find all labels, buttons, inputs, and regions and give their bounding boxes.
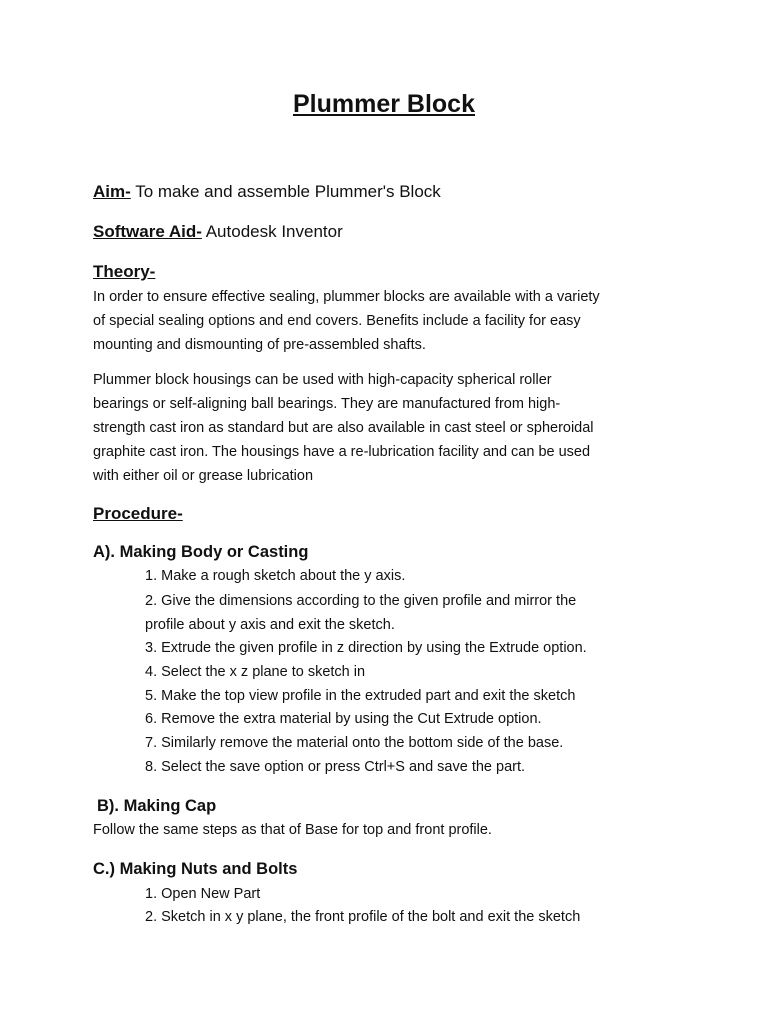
section-a-heading: A). Making Body or Casting xyxy=(93,543,309,561)
paragraph-line: graphite cast iron. The housings have a re-lubrication facility and can be used xyxy=(93,444,591,460)
section-a-step: 8. Select the save option or press Ctrl+S and save the part. xyxy=(145,759,526,775)
software-line xyxy=(93,222,343,242)
aim-label: Aim- xyxy=(93,182,131,201)
paragraph-line: of special sealing options and end covers. Benefits include a facility for easy xyxy=(93,313,581,329)
aim-text: To make and assemble Plummer's Block xyxy=(130,182,441,201)
section-a-step: profile about y axis and exit the sketch. xyxy=(145,617,395,633)
theory-heading: Theory- xyxy=(93,262,156,281)
paragraph-line: In order to ensure effective sealing, plummer blocks are available with a variety xyxy=(93,289,600,305)
software-label: Software Aid- xyxy=(93,222,202,241)
section-c-step: 2. Sketch in x y plane, the front profile of the bolt and exit the sketch xyxy=(145,909,581,925)
section-a-step: 7. Similarly remove the material onto the bottom side of the base. xyxy=(145,735,564,751)
paragraph-line: with either oil or grease lubrication xyxy=(93,468,314,484)
theory-paragraph-1 xyxy=(93,285,600,357)
section-a-step: 6. Remove the extra material by using the Cut Extrude option. xyxy=(145,711,542,727)
section-c-step: 1. Open New Part xyxy=(145,886,261,902)
section-a-step: 5. Make the top view profile in the extruded part and exit the sketch xyxy=(145,688,576,704)
section-b-text: Follow the same steps as that of Base for top and front profile. xyxy=(93,822,492,838)
software-text: Autodesk Inventor xyxy=(201,222,343,241)
section-a-step: 1. Make a rough sketch about the y axis. xyxy=(145,568,406,584)
paragraph-line: strength cast iron as standard but are also available in cast steel or spheroidal xyxy=(93,420,594,436)
aim-line xyxy=(93,182,441,202)
section-a-step: 4. Select the x z plane to sketch in xyxy=(145,664,366,680)
section-a-step: 3. Extrude the given profile in z direction by using the Extrude option. xyxy=(145,640,587,656)
section-c-heading: C.) Making Nuts and Bolts xyxy=(93,860,298,878)
paragraph-line: mounting and dismounting of pre-assembled shafts. xyxy=(93,337,426,353)
procedure-heading: Procedure- xyxy=(93,504,183,523)
page-title: Plummer Block xyxy=(292,90,475,118)
paragraph-line: bearings or self-aligning ball bearings. They are manufactured from high- xyxy=(93,396,561,412)
paragraph-line: Plummer block housings can be used with high-capacity spherical roller xyxy=(93,372,552,388)
section-b-heading: B). Making Cap xyxy=(97,797,217,815)
section-a-step: 2. Give the dimensions according to the given profile and mirror the xyxy=(145,593,577,609)
theory-paragraph-2 xyxy=(93,368,594,488)
